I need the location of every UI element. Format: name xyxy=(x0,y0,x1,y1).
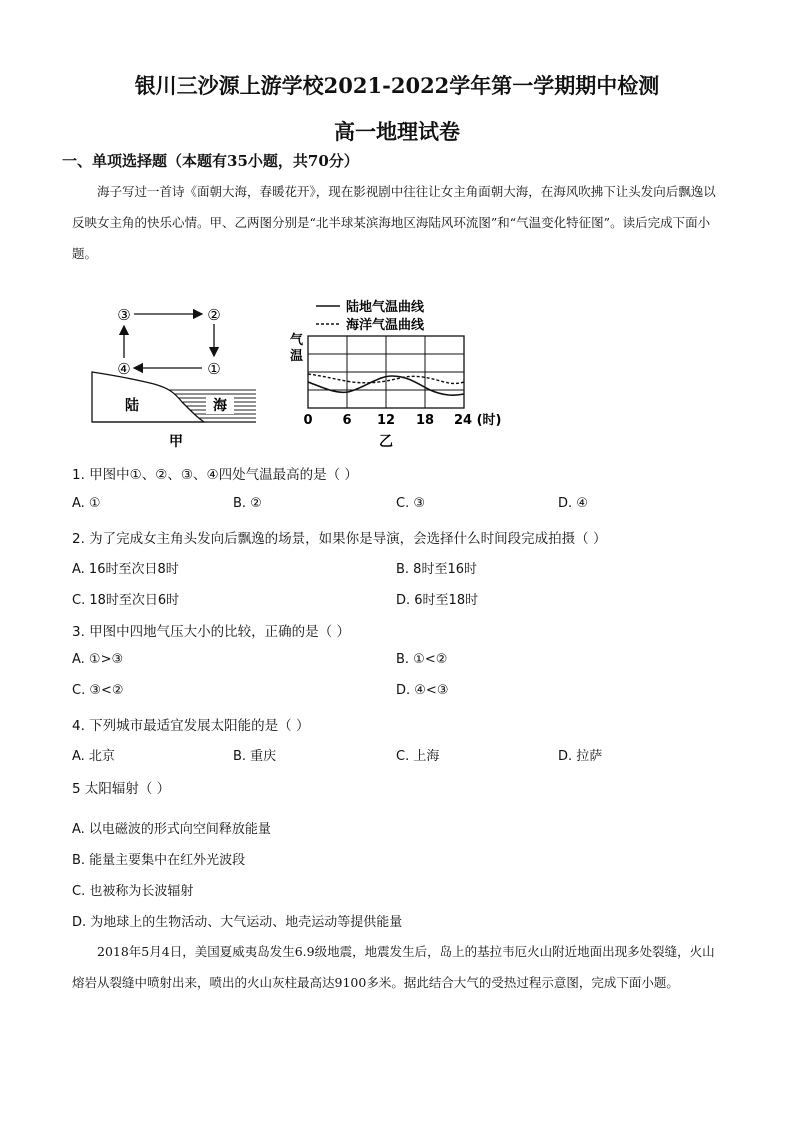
section-heading: 一、单项选择题（本题有35小题，共70分） xyxy=(62,152,359,170)
question-3-option-d[interactable]: D. ④<③ xyxy=(396,683,449,698)
question-5-option-c[interactable]: C. 也被称为长波辐射 xyxy=(72,884,194,899)
label-1: ① xyxy=(207,360,221,378)
question-4-option-c[interactable]: C. 上海 xyxy=(396,749,440,764)
question-1-option-b[interactable]: B. ② xyxy=(233,496,262,511)
question-2-option-d[interactable]: D. 6时至18时 xyxy=(396,593,479,608)
question-1-option-a[interactable]: A. ① xyxy=(72,496,101,511)
ylabel-1: 气 xyxy=(290,333,304,348)
sea-label: 海 xyxy=(213,398,227,414)
page-title: 银川三沙源上游学校2021-2022学年第一学期期中检测 xyxy=(134,73,660,98)
xtick-18: 18 xyxy=(415,413,435,428)
question-1-option-c[interactable]: C. ③ xyxy=(396,496,425,511)
figure-yi-caption: 乙 xyxy=(379,434,393,450)
xtick-12: 12 xyxy=(376,413,396,428)
question-5-option-d[interactable]: D. 为地球上的生物活动、大气运动、地壳运动等提供能量 xyxy=(72,915,403,930)
label-2: ② xyxy=(207,306,221,324)
intro-paragraph-2: 2018年5月4日，美国夏威夷岛发生6.9级地震，地震发生后，岛上的基拉韦厄火山附近地面出现多处裂缝，火山熔岩从裂缝中喷射出来，喷出的火山灰柱最高达9100多米。据此结合大气的受热过程示意图，完成下面小题。 xyxy=(72,944,715,990)
question-5-option-a[interactable]: A. 以电磁波的形式向空间释放能量 xyxy=(72,822,271,837)
figure-jia-caption: 甲 xyxy=(169,434,183,450)
question-3-stem: 3. 甲图中四地气压大小的比较，正确的是（ ） xyxy=(72,624,350,640)
xtick-24: 24 (时) xyxy=(454,413,502,428)
question-4-option-a[interactable]: A. 北京 xyxy=(72,749,115,764)
question-2-option-c[interactable]: C. 18时至次日6时 xyxy=(72,593,180,608)
label-3: ③ xyxy=(117,306,131,324)
xtick-6: 6 xyxy=(342,413,352,428)
page-subtitle: 高一地理试卷 xyxy=(334,119,460,144)
figure-jia xyxy=(88,300,288,450)
question-5-stem: 5 太阳辐射（ ） xyxy=(72,781,171,797)
land-label: 陆 xyxy=(125,398,139,414)
label-4: ④ xyxy=(117,360,131,378)
question-1-option-d[interactable]: D. ④ xyxy=(558,496,588,511)
ylabel-2: 温 xyxy=(290,349,304,364)
question-3-option-a[interactable]: A. ①>③ xyxy=(72,652,124,667)
legend-land: 陆地气温曲线 xyxy=(346,300,425,315)
figure-yi xyxy=(280,298,510,450)
question-4-option-d[interactable]: D. 拉萨 xyxy=(558,749,603,764)
legend-sea: 海洋气温曲线 xyxy=(346,318,425,333)
question-5-option-b[interactable]: B. 能量主要集中在红外光波段 xyxy=(72,853,246,868)
question-3-option-b[interactable]: B. ①<② xyxy=(396,652,448,667)
xtick-0: 0 xyxy=(303,413,313,428)
question-4-stem: 4. 下列城市最适宜发展太阳能的是（ ） xyxy=(72,718,310,734)
question-2-stem: 2. 为了完成女主角头发向后飘逸的场景，如果你是导演，会选择什么时间段完成拍摄（ ） xyxy=(72,531,607,547)
question-3-option-c[interactable]: C. ③<② xyxy=(72,683,124,698)
intro-paragraph: 海子写过一首诗《面朝大海，春暖花开》，现在影视剧中往往让女主角面朝大海，在海风吹拂下让头发向后飘逸以反映女主角的快乐心情。甲、乙两图分别是“北半球某滨海地区海陆风环流图”和“气温变化特征图”。读后完成下面小题。 xyxy=(72,184,716,261)
question-2-option-a[interactable]: A. 16时至次日8时 xyxy=(72,562,179,577)
question-1-stem: 1. 甲图中①、②、③、④四处气温最高的是（ ） xyxy=(72,467,358,483)
question-2-option-b[interactable]: B. 8时至16时 xyxy=(396,562,477,577)
question-4-option-b[interactable]: B. 重庆 xyxy=(233,749,277,764)
